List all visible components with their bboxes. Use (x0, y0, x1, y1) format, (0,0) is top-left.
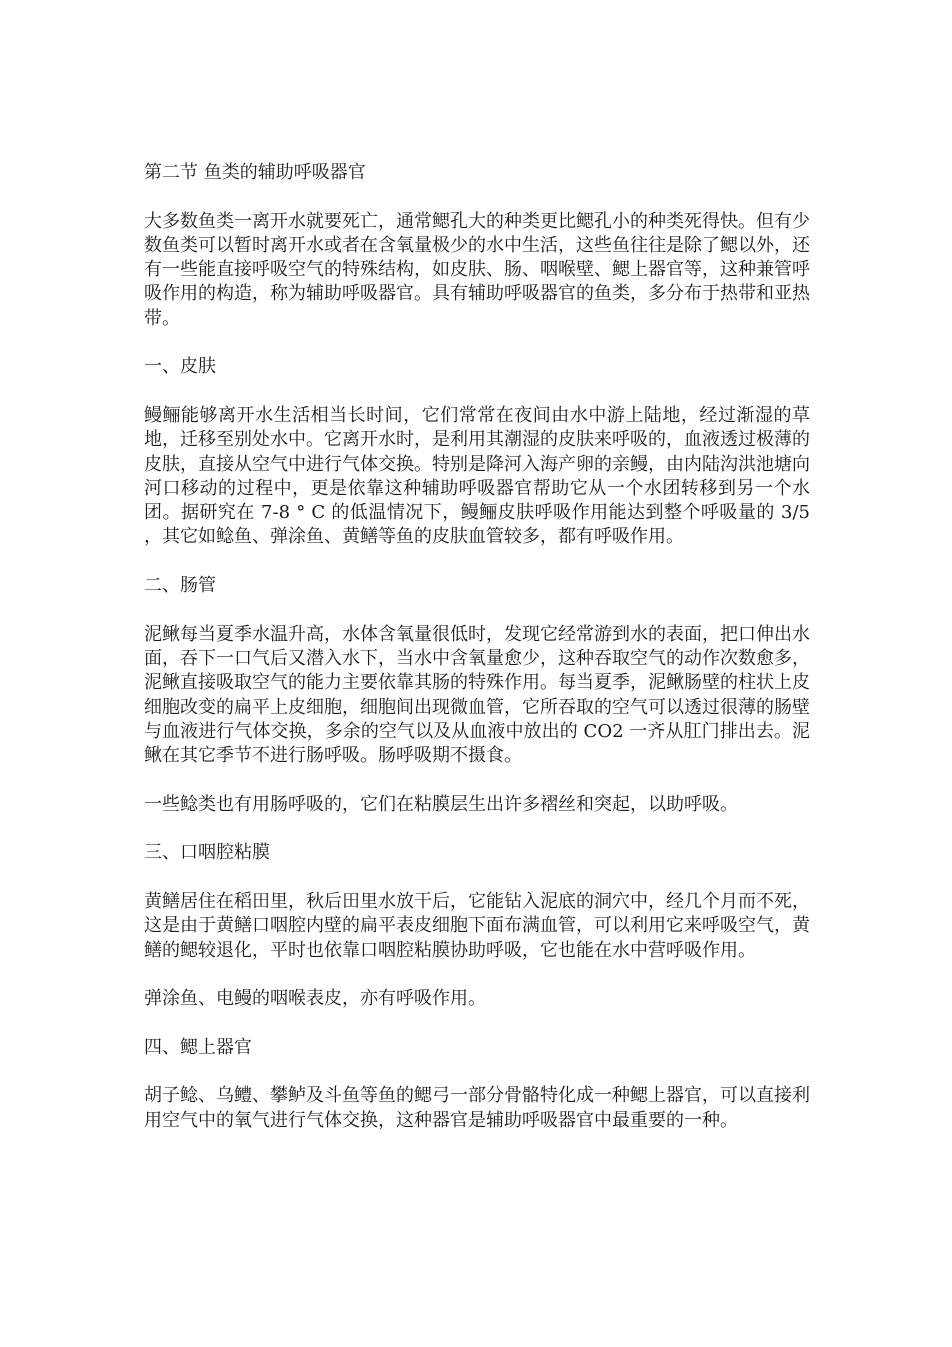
intro-paragraph: 大多数鱼类一离开水就要死亡，通常鳃孔大的种类更比鳃孔小的种类死得快。但有少数鱼类可以暂时离开水或者在含氧量极少的水中生活，这些鱼往往是除了鳃以外，还有一些能直接呼吸空气的特殊结构，如皮肤、肠、咽喉壁、鳃上器官等，这种兼管呼吸作用的构造，称为辅助呼吸器官。具有辅助呼吸器官的鱼类，多分布于热带和亚热带。 (144, 210, 810, 329)
section-title: 第二节 鱼类的辅助呼吸器官 (144, 162, 366, 183)
section-heading-intestine: 二、肠管 (144, 575, 216, 597)
section-heading-gill-organ: 四、鳃上器官 (144, 1036, 252, 1058)
section-heading-skin: 一、皮肤 (144, 356, 216, 378)
mudskipper-paragraph: 弹涂鱼、电鳗的咽喉表皮，亦有呼吸作用。 (144, 988, 486, 1010)
intestine-paragraph: 泥鳅每当夏季水温升高，水体含氧量很低时，发现它经常游到水的表面，把口伸出水面，吞下一口气后又潜入水下，当水中含氧量愈少，这种吞取空气的动作次数愈多，泥鳅直接吸取空气的能力主要依靠其肠的特殊作用。每当夏季，泥鳅肠壁的柱状上皮细胞改变的扁平上皮细胞，细胞间出现微血管，它所吞取的空气可以透过很薄的肠壁与血液进行气体交换，多余的空气以及从血液中放出的 CO2 一齐从肛门排出去。泥鳅在其它季节不进行肠呼吸。肠呼吸期不摄食。 (144, 623, 810, 767)
eel-paragraph: 黄鳝居住在稻田里，秋后田里水放干后，它能钻入泥底的洞穴中，经几个月而不死，这是由于黄鳝口咽腔内壁的扁平表皮细胞下面布满血管，可以利用它来呼吸空气，黄鳝的鳃较退化，平时也依靠口咽腔粘膜协助呼吸，它也能在水中营呼吸作用。 (144, 890, 810, 961)
document-page (144, 161, 810, 1157)
gill-organ-paragraph: 胡子鲶、乌鳢、攀鲈及斗鱼等鱼的鳃弓一部分骨骼特化成一种鳃上器官，可以直接利用空气中的氧气进行气体交换，这种器官是辅助呼吸器官中最重要的一种。 (144, 1085, 810, 1131)
skin-paragraph: 鳗鲡能够离开水生活相当长时间，它们常常在夜间由水中游上陆地，经过渐湿的草地，迁移至别处水中。它离开水时，是利用其潮湿的皮肤来呼吸的，血液透过极薄的皮肤，直接从空气中进行气体交换。特别是降河入海产卵的亲鳗，由内陆沟洪池塘向河口移动的过程中，更是依靠这种辅助呼吸器官帮助它从一个水团转移到另一个水团。据研究在 7-8 ° C 的低温情况下，鳗鲡皮肤呼吸作用能达到整个呼吸量的 3/5 ，其它如鲶鱼、弹涂鱼、黄鳝等鱼的皮肤血管较多，都有呼吸作用。 (144, 404, 810, 548)
catfish-paragraph: 一些鲶类也有用肠呼吸的，它们在粘膜层生出许多褶丝和突起，以助呼吸。 (144, 793, 738, 815)
section-heading-mouth: 三、口咽腔粘膜 (144, 842, 270, 864)
